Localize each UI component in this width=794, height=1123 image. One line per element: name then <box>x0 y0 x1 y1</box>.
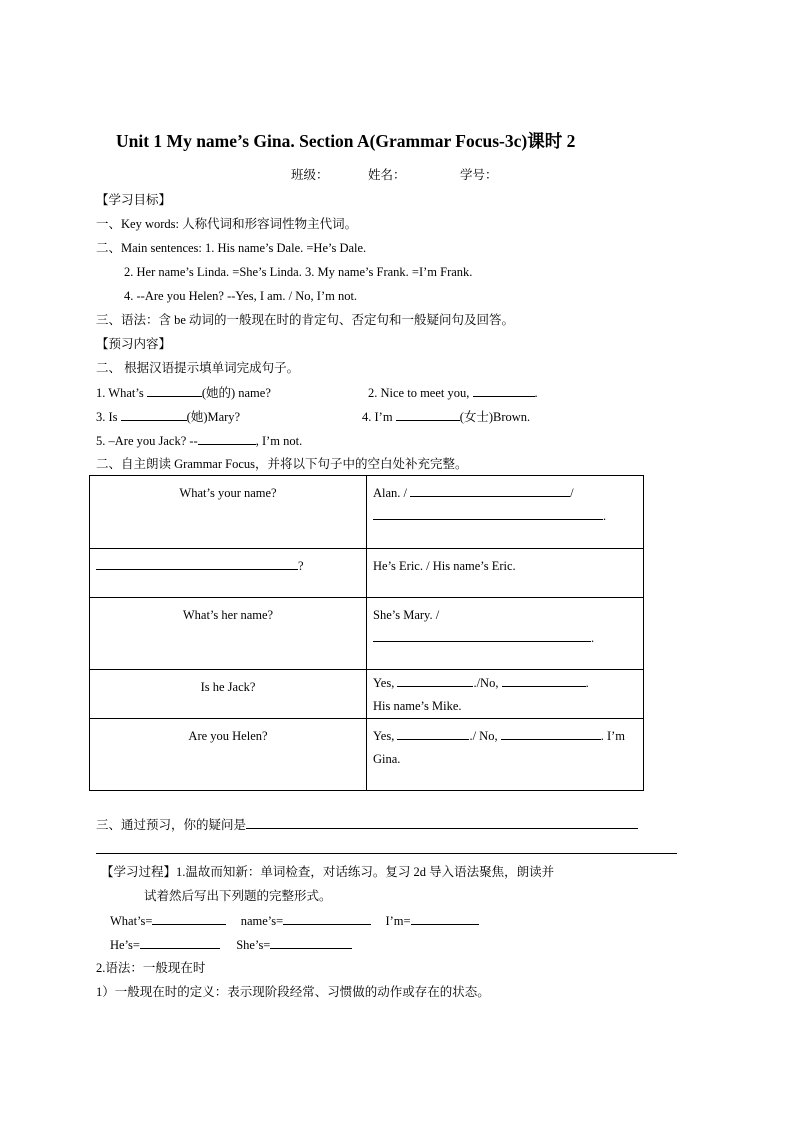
table-answer-4-name: His name’s Mike. <box>373 699 462 713</box>
question-4-hint: (女士)Brown. <box>459 410 531 424</box>
class-label: 班级： <box>291 168 329 182</box>
table-cell <box>367 476 644 549</box>
grammar-focus-table <box>89 475 644 791</box>
answer-blank[interactable] <box>502 674 586 687</box>
question-3-text: 3. Is <box>96 410 121 424</box>
table-answer-3-text: She’s Mary. / <box>373 608 440 622</box>
period: . <box>603 509 607 523</box>
table-answer-1-text: Alan. / <box>373 486 411 500</box>
goal-main-sentences: 二、Main sentences: 1. His name’s Dale. =He’s Dale. <box>96 241 367 255</box>
goal-main-sentences-2: 2. Her name’s Linda. =She’s Linda. 3. My name’s Frank. =I’m Frank. <box>124 265 473 279</box>
contraction-line-1 <box>110 912 479 929</box>
table-question-1: What’s your name? <box>179 486 277 500</box>
answer-blank[interactable] <box>152 912 226 925</box>
answer-blank[interactable] <box>246 816 638 829</box>
table-cell <box>90 670 367 719</box>
answer-blank[interactable] <box>198 432 256 445</box>
answer-blank[interactable] <box>147 384 202 397</box>
question-1-text: 1. What’s <box>96 386 147 400</box>
question-5-end: , I’m not. <box>255 434 303 448</box>
table-cell <box>367 670 644 719</box>
process-review: 1.温故而知新：单词检查，对话练习。复习 2d 导入语法聚焦，朗读并 <box>176 865 555 879</box>
answer-blank[interactable] <box>373 507 603 520</box>
question-4 <box>362 408 530 425</box>
divider-line <box>96 853 677 854</box>
question-3 <box>96 408 240 425</box>
table-question-4: Is he Jack? <box>200 680 256 694</box>
question-2-end: . <box>534 386 538 400</box>
table-cell <box>367 549 644 598</box>
question-line-label: 三、通过预习，你的疑问是 <box>96 818 247 832</box>
answer-blank[interactable] <box>411 912 479 925</box>
question-3-hint: (她)Mary? <box>186 410 241 424</box>
preview-section-3: 二、自主朗读 Grammar Focus，并将以下句子中的空白处补充完整。 <box>96 457 468 471</box>
names-label: name’s= <box>240 914 284 928</box>
name-label: 姓名： <box>368 168 406 182</box>
table-answer-5-yes: Yes, <box>373 729 398 743</box>
goal-main-sentences-3: 4. --Are you Helen? --Yes, I am. / No, I’m not. <box>124 289 358 303</box>
table-answer-5-im: . I’m <box>600 729 626 743</box>
answer-blank[interactable] <box>396 408 460 421</box>
question-4-text: 4. I’m <box>362 410 396 424</box>
contraction-line-2 <box>110 936 352 953</box>
goal-key-words: 一、Key words: 人称代词和形容词性物主代词。 <box>96 217 358 231</box>
goals-header: 【学习目标】 <box>96 193 172 207</box>
answer-blank[interactable] <box>121 408 187 421</box>
table-cell <box>90 598 367 670</box>
question-line <box>96 816 638 833</box>
answer-blank[interactable] <box>283 912 371 925</box>
grammar-heading: 2.语法：一般现在时 <box>96 961 206 975</box>
answer-blank[interactable] <box>96 557 298 570</box>
table-cell <box>367 719 644 791</box>
table-answer-5-gina: Gina. <box>373 752 401 766</box>
table-cell <box>367 598 644 670</box>
table-cell <box>90 476 367 549</box>
period: . <box>591 631 595 645</box>
process-line-1 <box>101 864 554 880</box>
question-5-text: 5. –Are you Jack? -- <box>96 434 198 448</box>
goal-grammar: 三、语法：含 be 动词的一般现在时的肯定句、否定句和一般疑问句及回答。 <box>96 313 515 327</box>
slash: / <box>570 486 574 500</box>
preview-header: 【预习内容】 <box>96 337 172 351</box>
table-cell <box>90 719 367 791</box>
answer-blank[interactable] <box>473 384 535 397</box>
process-line-2: 试着然后写出下列题的完整形式。 <box>144 889 332 903</box>
process-header: 【学习过程】 <box>101 865 177 879</box>
preview-section-2: 二、 根据汉语提示填单词完成句子。 <box>96 361 300 375</box>
answer-blank[interactable] <box>397 727 469 740</box>
answer-blank[interactable] <box>373 629 591 642</box>
question-5 <box>96 432 302 449</box>
grammar-definition: 1）一般现在时的定义：表示现阶段经常、习惯做的动作或存在的状态。 <box>96 985 490 999</box>
student-id-label: 学号： <box>460 168 498 182</box>
whats-label: What’s= <box>110 914 153 928</box>
answer-blank[interactable] <box>410 484 570 497</box>
table-cell <box>90 549 367 598</box>
im-label: I’m= <box>385 914 411 928</box>
answer-blank[interactable] <box>270 936 352 949</box>
page-title: Unit 1 My name’s Gina. Section A(Grammar Focus-3c)课时 2 <box>116 131 576 151</box>
question-1 <box>96 384 271 401</box>
question-2-text: 2. Nice to meet you, <box>368 386 473 400</box>
table-answer-2: He’s Eric. / His name’s Eric. <box>373 559 516 573</box>
table-answer-4-yes: Yes, <box>373 676 398 690</box>
answer-blank[interactable] <box>397 674 473 687</box>
answer-blank[interactable] <box>501 727 601 740</box>
shes-label: She’s= <box>236 938 271 952</box>
question-2 <box>368 384 538 401</box>
table-question-3: What’s her name? <box>182 608 274 622</box>
question-mark: ? <box>298 559 304 573</box>
table-question-5: Are you Helen? <box>188 729 268 743</box>
question-1-hint: (她的) name? <box>201 386 271 400</box>
table-answer-4-no: ./No, <box>473 676 502 690</box>
table-answer-5-no: ./ No, <box>469 729 501 743</box>
period: . <box>585 676 589 690</box>
answer-blank[interactable] <box>140 936 220 949</box>
hes-label: He’s= <box>110 938 140 952</box>
